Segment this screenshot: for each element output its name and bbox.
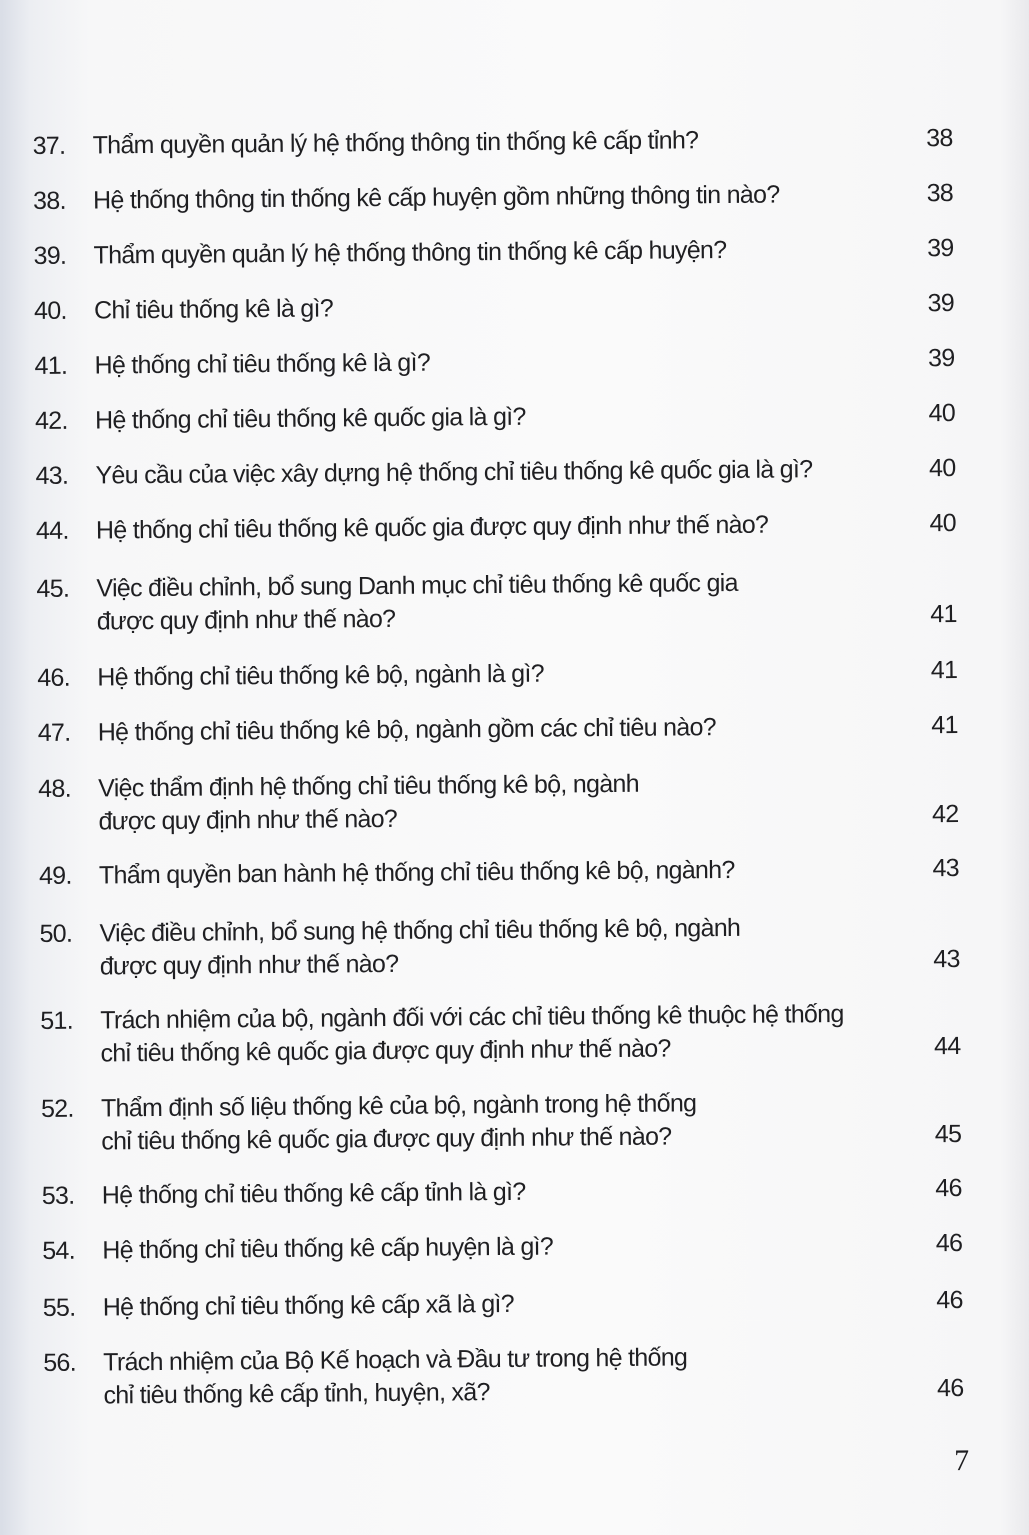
entry-page: 41 bbox=[930, 600, 957, 629]
entry-number: 42. bbox=[34, 406, 68, 436]
toc-entry bbox=[41, 1085, 962, 1159]
entry-title-line: Hệ thống chỉ tiêu thống kê bộ, ngành là gì? bbox=[97, 659, 545, 692]
entry-number: 51. bbox=[40, 1006, 74, 1036]
entry-title bbox=[99, 911, 880, 984]
entry-page: 40 bbox=[928, 454, 956, 483]
entry-title bbox=[102, 1228, 882, 1268]
entry-number: 50. bbox=[39, 919, 73, 949]
entry-number: 48. bbox=[38, 774, 72, 804]
entry-title bbox=[92, 123, 872, 163]
entry-number: 49. bbox=[38, 861, 72, 891]
toc-entry bbox=[43, 1339, 964, 1413]
entry-title-line: được quy định như thế nào? bbox=[99, 949, 399, 981]
toc-entry bbox=[33, 177, 953, 218]
entry-page: 39 bbox=[927, 234, 954, 263]
entry-title-line: Hệ thống chỉ tiêu thống kê cấp tỉnh là gì? bbox=[101, 1177, 526, 1210]
entry-title bbox=[97, 655, 877, 695]
entry-page: 40 bbox=[929, 509, 957, 538]
entry-title bbox=[98, 710, 878, 750]
entry-number: 52. bbox=[40, 1094, 74, 1124]
entry-page: 45 bbox=[934, 1119, 962, 1149]
toc-entry bbox=[42, 1227, 962, 1268]
toc-entry bbox=[38, 709, 958, 750]
entry-title-line: Hệ thống chỉ tiêu thống kê là gì? bbox=[94, 348, 431, 380]
entry-page: 42 bbox=[931, 800, 959, 829]
entry-title-line: được quy định như thế nào? bbox=[96, 604, 396, 636]
toc-entry bbox=[39, 910, 960, 984]
entry-title bbox=[103, 1340, 884, 1413]
entry-title-line: chỉ tiêu thống kê cấp tỉnh, huyện, xã? bbox=[103, 1378, 490, 1410]
entry-title-line: chỉ tiêu thống kê quốc gia được quy định như thế nào? bbox=[100, 1034, 671, 1068]
entry-title bbox=[96, 508, 876, 548]
entry-page: 41 bbox=[930, 656, 958, 685]
page-number: 7 bbox=[953, 1443, 970, 1478]
entry-page: 43 bbox=[932, 853, 960, 883]
entry-page: 38 bbox=[926, 124, 953, 153]
toc-entry bbox=[32, 122, 952, 163]
toc-entry bbox=[42, 1172, 962, 1213]
entry-title-line: Việc thẩm định hệ thống chỉ tiêu thống kê bộ, ngành bbox=[98, 769, 639, 803]
toc-entry bbox=[35, 397, 955, 438]
entry-title-line: Việc điều chỉnh, bổ sung hệ thống chỉ tiêu thống kê bộ, ngành bbox=[99, 913, 741, 948]
entry-title bbox=[99, 853, 879, 893]
entry-page: 40 bbox=[928, 399, 956, 428]
entry-page: 46 bbox=[936, 1285, 963, 1315]
entry-number: 54. bbox=[42, 1236, 76, 1266]
toc-entry bbox=[33, 232, 953, 273]
entry-number: 44. bbox=[35, 516, 69, 546]
entry-title bbox=[96, 566, 877, 639]
entry-title-line: Trách nhiệm của Bộ Kế hoạch và Đầu tư trong hệ thống bbox=[103, 1343, 688, 1377]
entry-page: 46 bbox=[935, 1173, 962, 1203]
entry-title-line: chỉ tiêu thống kê quốc gia được quy định như thế nào? bbox=[101, 1122, 672, 1156]
toc-entry bbox=[34, 342, 954, 383]
entry-number: 37. bbox=[32, 131, 66, 161]
entry-page: 43 bbox=[933, 944, 960, 974]
entry-page: 41 bbox=[931, 711, 958, 740]
entry-title bbox=[94, 288, 874, 328]
entry-title-line: Thẩm định số liệu thống kê của bộ, ngành trong hệ thống bbox=[100, 1089, 697, 1123]
entry-page: 46 bbox=[936, 1373, 964, 1403]
entry-title bbox=[101, 1086, 882, 1159]
entry-title-line: Thẩm quyền quản lý hệ thống thông tin thống kê cấp huyện? bbox=[93, 236, 727, 270]
entry-page: 46 bbox=[935, 1228, 963, 1258]
entry-number: 40. bbox=[33, 296, 67, 326]
entry-title-line: Thẩm quyền quản lý hệ thống thông tin thống kê cấp tỉnh? bbox=[92, 126, 699, 160]
entry-title-line: Việc điều chỉnh, bổ sung Danh mục chỉ tiêu thống kê quốc gia bbox=[96, 568, 738, 603]
entry-number: 46. bbox=[37, 663, 71, 693]
toc-entry bbox=[34, 287, 954, 328]
entry-page: 38 bbox=[926, 179, 954, 208]
toc-entry bbox=[36, 507, 956, 548]
entry-title bbox=[94, 343, 874, 383]
entry-number: 43. bbox=[35, 461, 69, 491]
toc-entry bbox=[43, 1284, 963, 1325]
entry-number: 41. bbox=[34, 351, 68, 381]
entry-title-line: Thẩm quyền ban hành hệ thống chỉ tiêu thống kê bộ, ngành? bbox=[98, 855, 735, 890]
entry-number: 56. bbox=[43, 1348, 77, 1378]
entry-title bbox=[98, 766, 879, 839]
entry-title-line: Hệ thống chỉ tiêu thống kê quốc gia được quy định như thế nào? bbox=[95, 510, 769, 545]
entry-number: 38. bbox=[32, 186, 66, 216]
entry-page: 39 bbox=[927, 289, 955, 318]
entry-title bbox=[103, 1285, 883, 1325]
entry-title bbox=[102, 1173, 882, 1213]
entry-title bbox=[93, 233, 873, 273]
toc-entry bbox=[38, 765, 959, 839]
entry-title bbox=[93, 178, 873, 218]
toc-entry bbox=[35, 452, 955, 493]
entry-title-line: Hệ thống chỉ tiêu thống kê cấp xã là gì? bbox=[102, 1289, 515, 1322]
entry-page: 39 bbox=[927, 344, 955, 373]
toc-entry bbox=[37, 654, 957, 695]
entry-title bbox=[100, 998, 881, 1071]
toc-entry bbox=[39, 852, 959, 893]
entry-number: 53. bbox=[41, 1181, 75, 1211]
entry-title-line: được quy định như thế nào? bbox=[98, 804, 398, 836]
entry-title-line: Hệ thống thông tin thống kê cấp huyện gồm những thông tin nào? bbox=[92, 180, 780, 215]
entry-number: 45. bbox=[36, 574, 70, 604]
entry-title bbox=[95, 398, 875, 438]
entry-number: 55. bbox=[42, 1293, 76, 1323]
toc-entry bbox=[36, 565, 957, 639]
entry-number: 47. bbox=[37, 718, 71, 748]
entry-number: 39. bbox=[33, 241, 67, 271]
toc-entry bbox=[40, 997, 961, 1071]
entry-title-line: Hệ thống chỉ tiêu thống kê bộ, ngành gồm các chỉ tiêu nào? bbox=[97, 713, 717, 747]
entry-title-line: Yêu cầu của việc xây dựng hệ thống chỉ tiêu thống kê quốc gia là gì? bbox=[95, 455, 813, 490]
entry-title-line: Hệ thống chỉ tiêu thống kê quốc gia là gì? bbox=[94, 402, 526, 435]
entry-title bbox=[95, 453, 875, 493]
entry-title-line: Hệ thống chỉ tiêu thống kê cấp huyện là gì? bbox=[102, 1232, 554, 1265]
entry-title-line: Chỉ tiêu thống kê là gì? bbox=[93, 294, 334, 325]
entry-title-line: Trách nhiệm của bộ, ngành đối với các chỉ tiêu thống kê thuộc hệ thống bbox=[100, 1000, 844, 1035]
entry-page: 44 bbox=[933, 1031, 961, 1061]
